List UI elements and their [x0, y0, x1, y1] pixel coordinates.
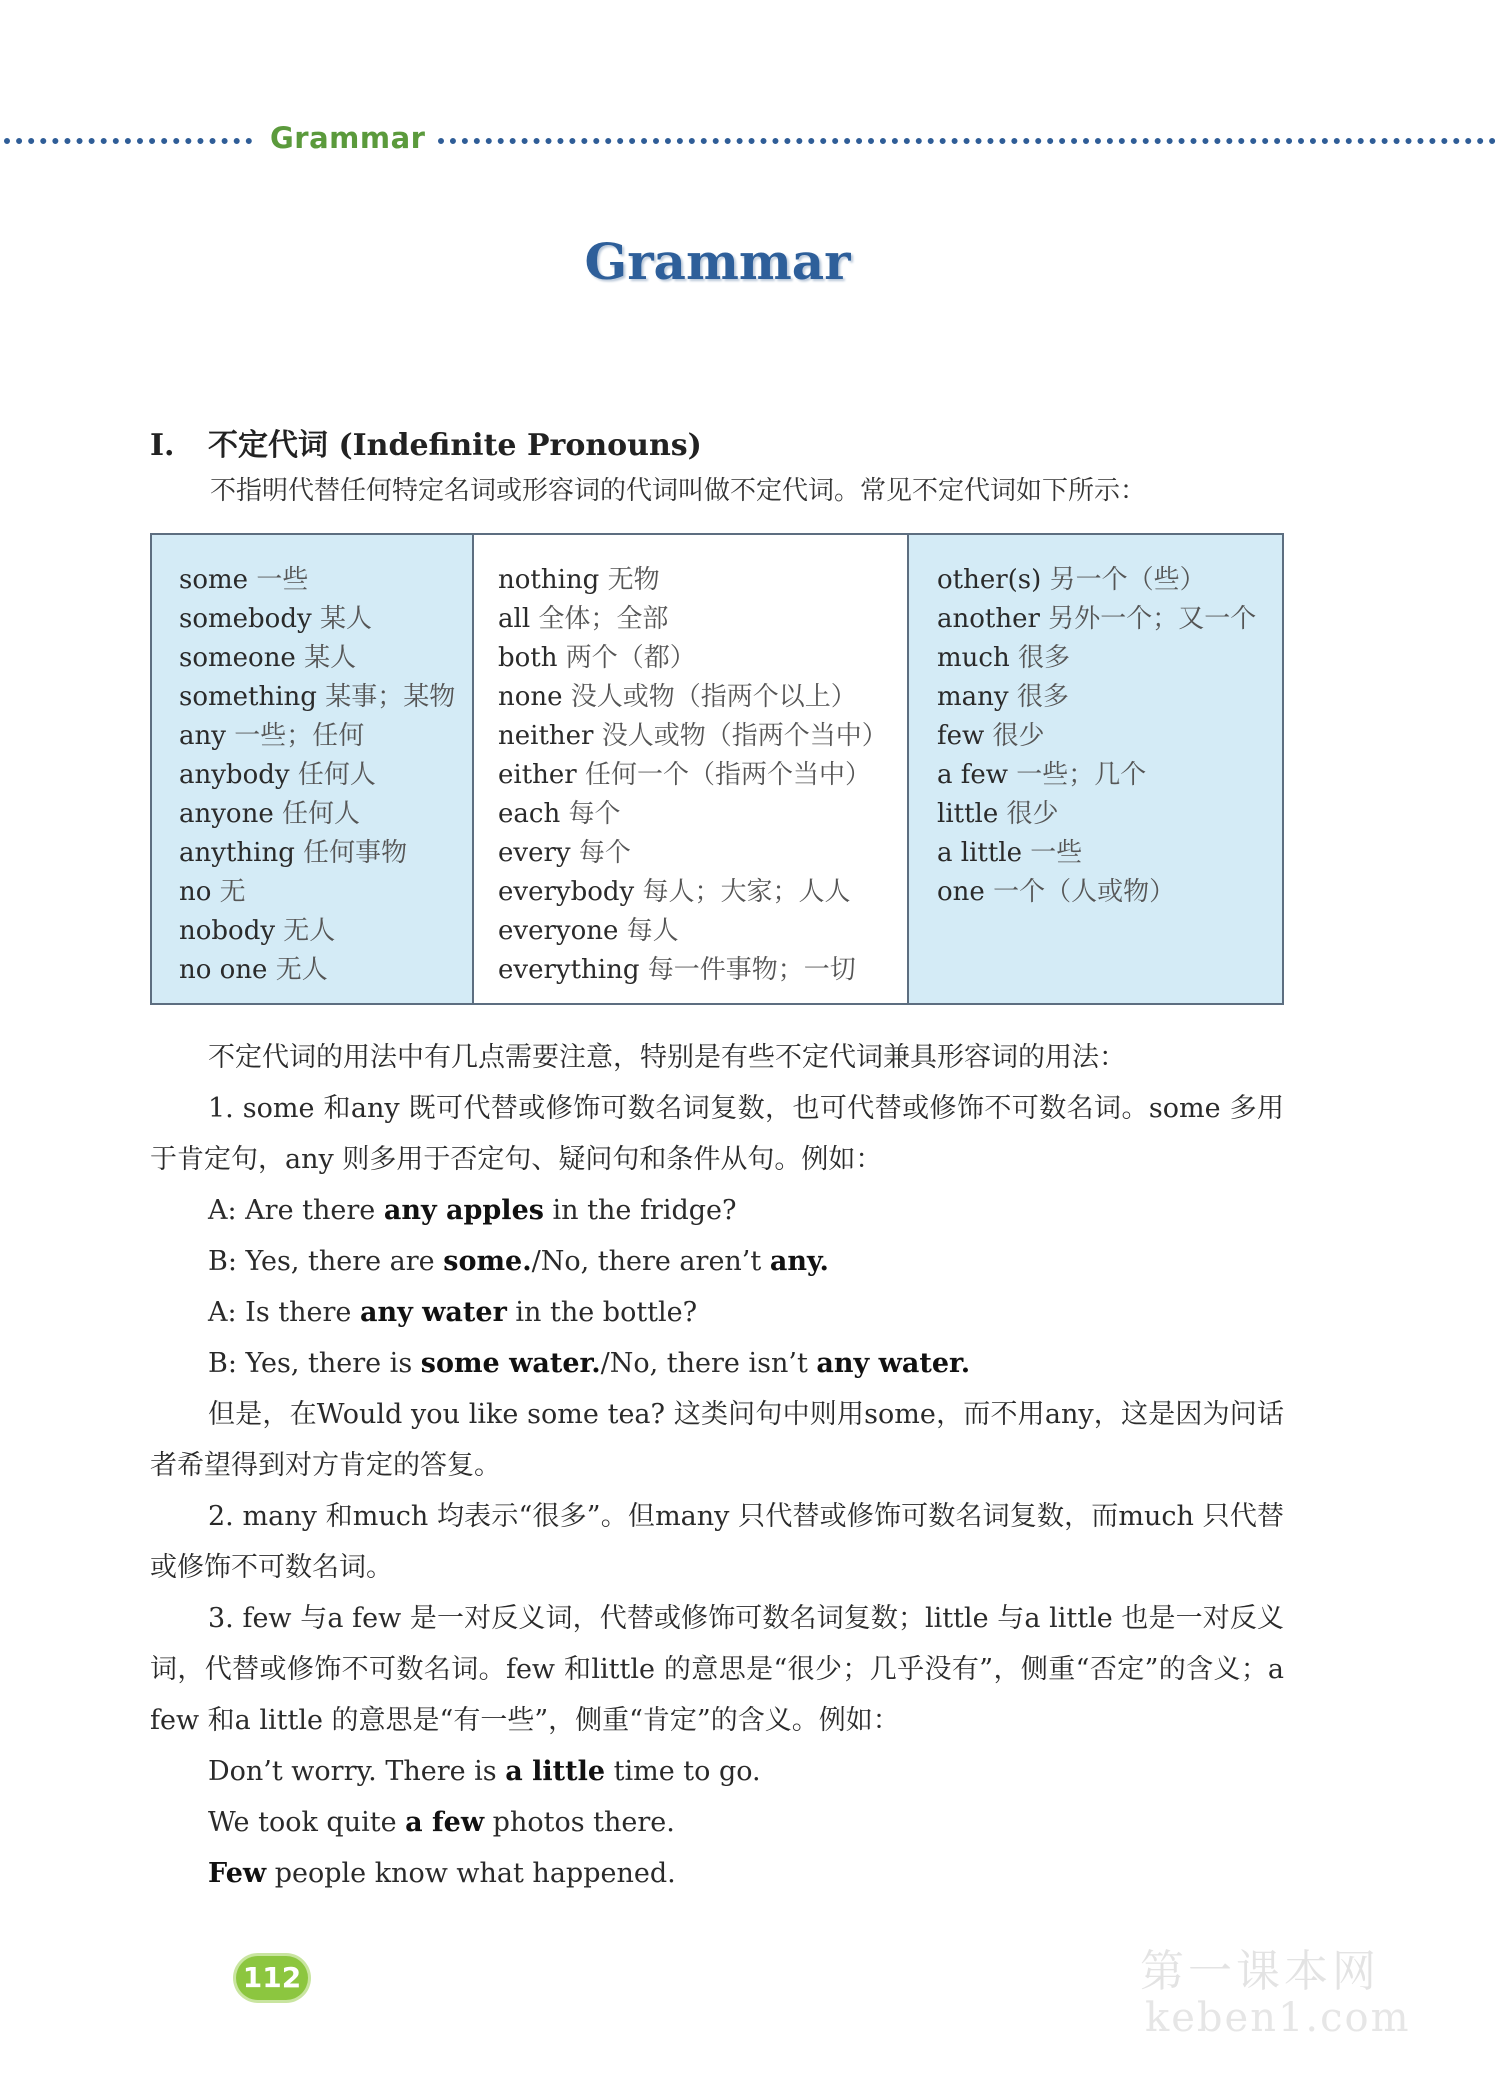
- pronoun-table: [150, 533, 1284, 1005]
- header-dots-right: [438, 138, 1496, 144]
- pronoun-entry: none 没人或物（指两个以上）: [498, 682, 857, 712]
- page-title: Grammar: [584, 232, 851, 291]
- pronoun-entry: a little 一些: [937, 838, 1083, 868]
- example-sentence: B: Yes, there are some./No, there aren’t any.: [208, 1246, 829, 1277]
- pronoun-entry: any 一些；任何: [179, 721, 365, 751]
- pronoun-entry: someone 某人: [179, 643, 357, 673]
- pronoun-entry: a few 一些；几个: [937, 760, 1147, 790]
- example-sentence: Few people know what happened.: [208, 1858, 676, 1889]
- pronoun-entry: another 另外一个；又一个: [937, 604, 1257, 634]
- pronoun-entry: anyone 任何人: [179, 799, 361, 829]
- pronoun-entry: little 很少: [937, 799, 1059, 829]
- pronoun-entry: neither 没人或物（指两个当中）: [498, 721, 888, 751]
- pronoun-entry: one 一个（人或物）: [937, 877, 1176, 907]
- pronoun-entry: nobody 无人: [179, 916, 336, 946]
- pronoun-entry: both 两个（都）: [498, 643, 696, 673]
- rule-1-note: 但是，在Would you like some tea? 这类问句中则用some，而不用any，这是因为问话者希望得到对方肯定的答复。: [150, 1399, 1284, 1481]
- pronoun-entry: other(s) 另一个（些）: [937, 565, 1206, 595]
- pronoun-entry: somebody 某人: [179, 604, 372, 634]
- pronoun-entry: no one 无人: [179, 955, 328, 985]
- rule-2: 2. many 和much 均表示“很多”。但many 只代替或修饰可数名词复数，而much 只代替或修饰不可数名词。: [150, 1501, 1284, 1583]
- pronoun-entry: few 很少: [937, 721, 1045, 751]
- usage-notes: [150, 1032, 1284, 1899]
- example-sentence: A: Is there any water in the bottle?: [208, 1297, 698, 1328]
- pronoun-entry: anything 任何事物: [179, 838, 408, 868]
- pronoun-entry: something 某事；某物: [179, 682, 456, 712]
- pronoun-entry: everyone 每人: [498, 916, 679, 946]
- pronoun-entry: some 一些: [179, 565, 309, 595]
- watermark-url: keben1.com: [1145, 1995, 1411, 2041]
- section-title: 不定代词 (Indefinite Pronouns): [208, 428, 702, 463]
- rule-1: 1. some 和any 既可代替或修饰可数名词复数，也可代替或修饰不可数名词。some 多用于肯定句，any 则多用于否定句、疑问句和条件从句。例如：: [150, 1093, 1284, 1175]
- pronoun-entry: many 很多: [937, 682, 1069, 712]
- pronoun-entry: either 任何一个（指两个当中）: [498, 760, 871, 790]
- header-dots-left: [4, 138, 252, 144]
- example-sentence: A: Are there any apples in the fridge?: [208, 1195, 737, 1226]
- example-sentence: We took quite a few photos there.: [208, 1807, 675, 1838]
- running-header-label: Grammar: [270, 121, 426, 155]
- page-number-badge: 112: [236, 1956, 308, 2000]
- rule-3: 3. few 与a few 是一对反义词，代替或修饰可数名词复数；little 与a little 也是一对反义词，代替或修饰不可数名词。few 和little 的意思是“很少；几乎没有”，侧重“否定”的含义；a few 和a little 的意思是“有一些”，侧重“肯定”的含义。例如：: [150, 1603, 1284, 1736]
- pronoun-entry: nothing 无物: [498, 565, 660, 595]
- running-header: [0, 118, 1500, 158]
- pronoun-column-1: [152, 535, 474, 1003]
- pronoun-entry: all 全体；全部: [498, 604, 669, 634]
- pronoun-column-3: [909, 535, 1282, 1003]
- example-sentence: Don’t worry. There is a little time to go.: [208, 1756, 761, 1787]
- pronoun-entry: no 无: [179, 877, 246, 907]
- pronoun-column-2: [474, 535, 909, 1003]
- section-heading: [150, 420, 702, 464]
- notes-lead: 不定代词的用法中有几点需要注意，特别是有些不定代词兼具形容词的用法：: [208, 1042, 1126, 1073]
- pronoun-entry: everything 每一件事物；一切: [498, 955, 856, 985]
- pronoun-entry: each 每个: [498, 799, 621, 829]
- pronoun-entry: much 很多: [937, 643, 1070, 673]
- pronoun-entry: anybody 任何人: [179, 760, 376, 790]
- watermark-title: 第一课本网: [1140, 1946, 1380, 1997]
- example-sentence: B: Yes, there is some water./No, there isn’t any water.: [208, 1348, 971, 1379]
- pronoun-entry: everybody 每人；大家；人人: [498, 877, 851, 907]
- pronoun-entry: every 每个: [498, 838, 631, 868]
- section-intro: 不指明代替任何特定名词或形容词的代词叫做不定代词。常见不定代词如下所示：: [210, 476, 1147, 506]
- section-number: I.: [150, 428, 175, 463]
